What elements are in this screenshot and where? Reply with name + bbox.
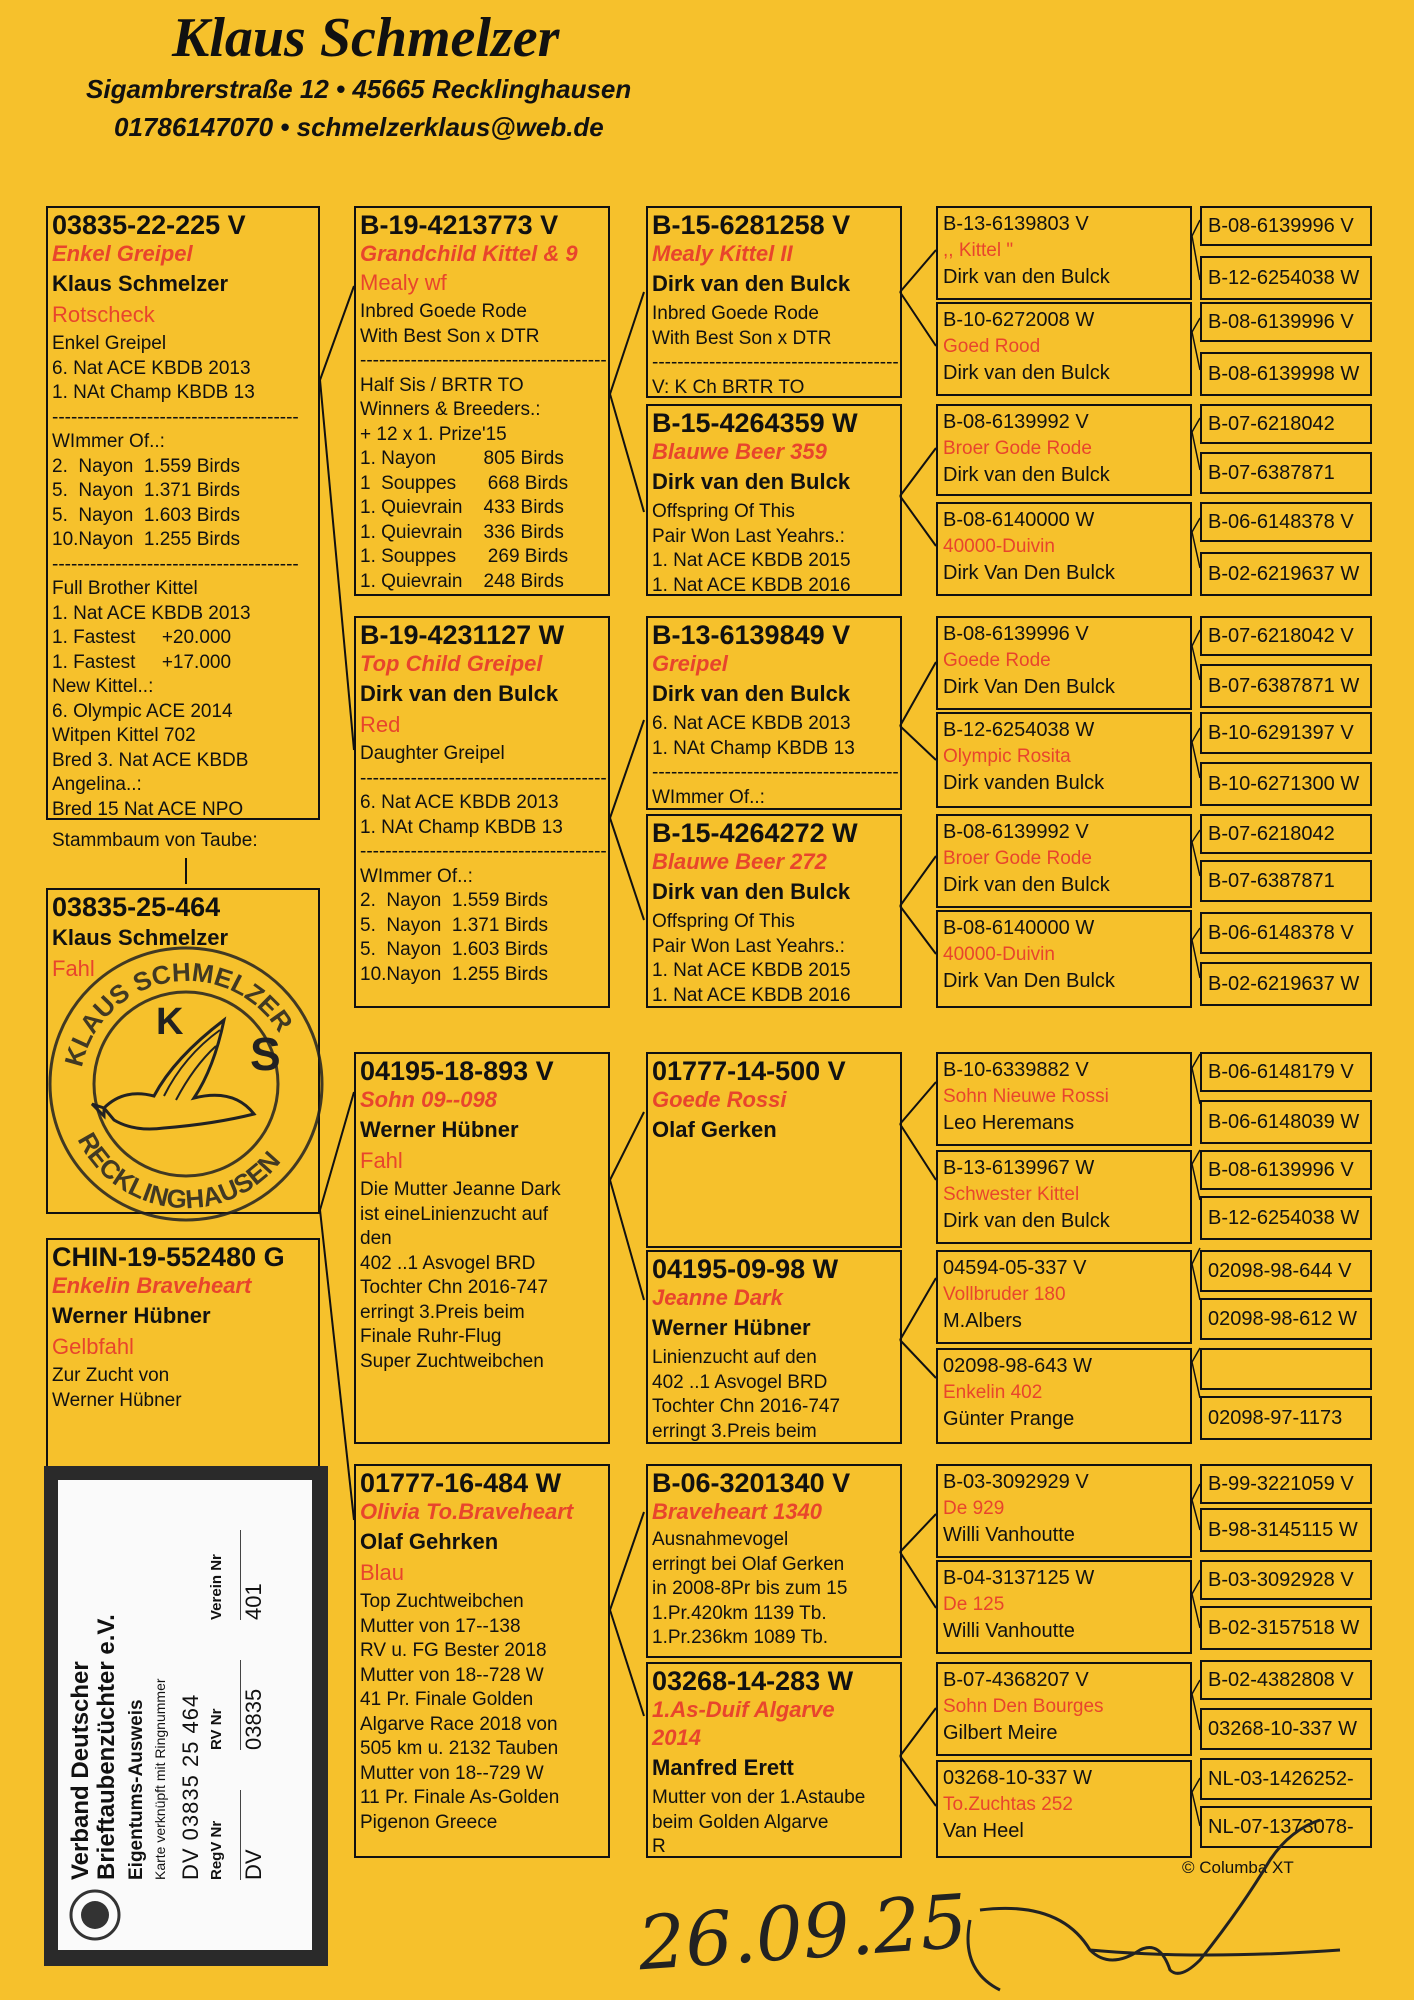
gen3-card (936, 1052, 1192, 1146)
stamp-top-text: KLAUS SCHMELZER (58, 956, 300, 1070)
gen2-ring: 01777-14-500 V (652, 1056, 846, 1086)
gen3-card (936, 910, 1192, 1008)
card-title-line1: Verband Deutscher (67, 1661, 94, 1880)
gen2-ring: 04195-09-98 W (652, 1254, 839, 1284)
subject-color: Rotscheck (52, 302, 155, 327)
gen1-color: Fahl (360, 1148, 403, 1173)
gen3-ring: B-12-6254038 W (943, 719, 1095, 741)
subject-name: Enkel Greipel (52, 241, 193, 266)
gen1-name: Top Child Greipel (360, 651, 543, 676)
gen3-ring: B-08-6140000 W (943, 509, 1095, 531)
association-logo-icon (68, 1888, 122, 1942)
gen3-name: 40000-Duivin (943, 944, 1055, 965)
gen4-card (1200, 1758, 1372, 1800)
gen4-card (1200, 1560, 1372, 1600)
gen3-name: Goed Rood (943, 336, 1041, 357)
handwritten-signature (940, 1800, 1360, 2000)
gen3-name: Sohn Nieuwe Rossi (943, 1086, 1109, 1107)
stamp-letter-s: S (250, 1028, 281, 1080)
gen4-ring: B-03-3092928 V (1208, 1568, 1354, 1591)
gen1-owner: Olaf Gehrken (360, 1529, 499, 1554)
handwritten-date: 26.09.25 (635, 1878, 971, 1988)
gen2-card (646, 1052, 902, 1248)
breeder-address: Sigambrerstraße 12 • 45665 Recklinghausen (86, 74, 632, 104)
gen3-name: To.Zuchtas 252 (943, 1794, 1073, 1815)
gen2-name: Braveheart 1340 (652, 1499, 823, 1524)
gen4-ring: B-06-6148378 V (1208, 921, 1354, 944)
gen4-card (1200, 206, 1372, 246)
gen1-color: Blau (360, 1560, 405, 1585)
gen4-card (1200, 352, 1372, 396)
gen4-ring: B-12-6254038 W (1208, 1206, 1360, 1229)
gen3-ring: 02098-98-643 W (943, 1355, 1092, 1377)
gen2-card (646, 1250, 902, 1444)
gen2-owner: Werner Hübner (652, 1315, 811, 1340)
sibling2-name: Enkelin Braveheart (52, 1273, 252, 1298)
gen4-ring: B-10-6291397 V (1208, 721, 1354, 744)
gen1-ring: B-19-4213773 V (360, 210, 559, 240)
card-value-regv: DV (240, 1790, 267, 1880)
subject-owner: Klaus Schmelzer (52, 271, 229, 296)
gen3-card (936, 302, 1192, 396)
gen4-card (1200, 452, 1372, 494)
gen3-name: ,, Kittel " (943, 240, 1014, 261)
gen3-ring: B-08-6140000 W (943, 917, 1095, 939)
gen4-card (1200, 1298, 1372, 1340)
sibling1-owner: Klaus Schmelzer (52, 925, 229, 950)
gen4-ring: B-99-3221059 V (1208, 1472, 1354, 1495)
gen3-card (936, 712, 1192, 808)
gen3-name: Enkelin 402 (943, 1382, 1043, 1403)
gen4-ring: B-02-6219637 W (1208, 972, 1360, 995)
sibling-pigeon-card-2 (46, 1238, 320, 1472)
gen4-card (1200, 616, 1372, 656)
gen2-name: Blauwe Beer 272 (652, 849, 827, 874)
gen2-name: Greipel (652, 651, 728, 676)
gen1-sire-card (354, 206, 610, 596)
gen4-card (1200, 1100, 1372, 1144)
gen3-owner: Gilbert Meire (943, 1722, 1058, 1744)
copyright-label: © Columba XT (1182, 1858, 1294, 1877)
gen4-card (1200, 1660, 1372, 1700)
gen3-card (936, 616, 1192, 710)
gen4-card (1200, 1606, 1372, 1650)
gen3-ring: B-10-6339882 V (943, 1059, 1089, 1081)
gen2-notes: Inbred Goede Rode With Best Son x DTR --------------------------------------- V: K Ch BRTR TO (652, 303, 899, 398)
gen2-name: Blauwe Beer 359 (652, 439, 827, 464)
card-subtitle-2: Karte verknüpft mit Ringnummer (152, 1678, 168, 1880)
card-label-regv: RegV Nr (208, 1820, 225, 1880)
gen4-ring: B-07-6218042 (1208, 412, 1335, 435)
gen2-name: Jeanne Dark (652, 1285, 783, 1310)
gen2-card (646, 616, 902, 810)
gen3-owner: Dirk van den Bulck (943, 464, 1110, 486)
gen4-card (1200, 302, 1372, 342)
gen4-card (1200, 404, 1372, 444)
gen4-ring: NL-07-1373078- (1208, 1815, 1354, 1838)
gen4-ring: B-06-6148179 V (1208, 1060, 1354, 1083)
gen1-name: Sohn 09--098 (360, 1087, 497, 1112)
gen2-card (646, 206, 902, 398)
gen4-card (1200, 1052, 1372, 1092)
gen3-name: Schwester Kittel (943, 1184, 1080, 1205)
gen3-owner: Dirk Van Den Bulck (943, 970, 1115, 992)
gen4-card (1200, 1396, 1372, 1440)
gen4-ring: B-02-3157518 W (1208, 1616, 1360, 1639)
gen1-notes: Top Zuchtweibchen Mutter von 17--138 RV u. FG Bester 2018 Mutter von 18--728 W 41 Pr. Finale Golden Algarve Race 2018 von 505 km u. 2132 Tauben Mutter von 18--729 W 11 Pr. Finale As-Golden Pigenon Greece (360, 1591, 560, 1833)
card-subtitle: Eigentums-Ausweis (126, 1699, 147, 1880)
gen3-card (936, 1250, 1192, 1344)
card-title (68, 1614, 120, 1880)
gen3-owner: Van Heel (943, 1820, 1024, 1842)
gen4-card (1200, 1348, 1372, 1390)
gen4-card (1200, 502, 1372, 542)
gen4-ring: B-08-6139996 V (1208, 1158, 1354, 1181)
gen4-ring: B-08-6139996 V (1208, 214, 1354, 237)
card-label-rv: RV Nr (208, 1708, 225, 1750)
gen2-card (646, 1662, 902, 1858)
gen2-ring: B-15-6281258 V (652, 210, 851, 240)
gen3-card (936, 1348, 1192, 1444)
card-label-verein: Verein Nr (208, 1554, 225, 1620)
gen3-owner: Dirk Van Den Bulck (943, 562, 1115, 584)
gen2-owner: Dirk van den Bulck (652, 469, 851, 494)
gen4-ring: B-10-6271300 W (1208, 772, 1360, 795)
gen4-ring: B-07-6387871 W (1208, 674, 1360, 697)
gen4-ring: B-06-6148039 W (1208, 1110, 1360, 1133)
gen3-name: De 125 (943, 1594, 1005, 1615)
gen2-notes: Offspring Of This Pair Won Last Yeahrs.: 1. Nat ACE KBDB 2015 1. Nat ACE KBDB 2016 (652, 911, 851, 1006)
gen2-notes: Mutter von der 1.Astaube beim Golden Algarve R (652, 1787, 866, 1857)
gen4-ring: B-07-6218042 V (1208, 624, 1354, 647)
subject-notes: Enkel Greipel 6. Nat ACE KBDB 2013 1. NAt Champ KBDB 13 --------------------------------------- WImmer Of..: 2. Nayon 1.559 Birds 5. Nayon 1.371 Birds 5. Nayon 1.603 Birds 10.Nayon 1.255 Birds --------------------------------------- Full Brother Kittel 1. Nat ACE KBDB 2013 1. Fastest +20.000 1. Fastest +17.000 New Kittel..: 6. Olympic ACE 2014 Witpen Kittel 702 Bred 3. Nat ACE KBDB Angelina..: Bred 15 Nat ACE NPO (52, 333, 299, 820)
gen3-owner: Dirk van den Bulck (943, 362, 1110, 384)
gen3-owner: Dirk van den Bulck (943, 874, 1110, 896)
sibling2-color: Gelbfahl (52, 1334, 134, 1359)
card-value-verein: 401 (240, 1530, 267, 1620)
gen2-name: Mealy Kittel II (652, 241, 793, 266)
gen4-ring: B-12-6254038 W (1208, 266, 1360, 289)
gen3-name: Sohn Den Bourges (943, 1696, 1104, 1717)
subject-ring: 03835-22-225 V (52, 210, 246, 240)
gen4-card (1200, 1508, 1372, 1552)
gen2-ring: B-15-4264359 W (652, 408, 858, 438)
gen3-name: Broer Gode Rode (943, 848, 1092, 869)
gen3-card (936, 1464, 1192, 1558)
gen4-ring: B-08-6139998 W (1208, 362, 1360, 385)
card-value-rv: 03835 (240, 1660, 267, 1750)
gen3-ring: B-13-6139967 W (943, 1157, 1095, 1179)
gen1-notes: Die Mutter Jeanne Dark ist eineLinienzucht auf den 402 ..1 Asvogel BRD Tochter Chn 2016-747 erringt 3.Preis beim Finale Ruhr-Flug Super Zuchtweibchen (360, 1179, 561, 1372)
gen2-owner: Manfred Erett (652, 1755, 794, 1780)
gen3-card (936, 1662, 1192, 1756)
card-ring-number: DV 03835 25 464 (178, 1693, 203, 1880)
gen3-owner: M.Albers (943, 1310, 1022, 1332)
gen4-ring: 02098-98-644 V (1208, 1259, 1352, 1282)
gen2-ring: B-13-6139849 V (652, 620, 851, 650)
gen3-name: Broer Gode Rode (943, 438, 1092, 459)
stamp-letter-k: K (156, 1001, 184, 1043)
gen2-notes: Ausnahmevogel erringt bei Olaf Gerken in 2008-8Pr bis zum 15 1.Pr.420km 1139 Tb. 1.Pr.236km 1089 Tb. (652, 1529, 848, 1648)
gen3-owner: Dirk van den Bulck (943, 266, 1110, 288)
gen3-card (936, 404, 1192, 496)
gen4-ring: B-07-6387871 (1208, 869, 1335, 892)
gen3-card (936, 1150, 1192, 1244)
sibling2-notes: Zur Zucht von Werner Hübner (52, 1365, 182, 1411)
gen1-color: Mealy wf (360, 270, 447, 295)
gen3-ring: B-04-3137125 W (943, 1567, 1095, 1589)
gen3-ring: B-07-4368207 V (943, 1669, 1089, 1691)
gen4-card (1200, 1250, 1372, 1292)
gen1-dam-card (354, 616, 610, 1008)
gen1-ring: 01777-16-484 W (360, 1468, 562, 1498)
gen3-ring: B-08-6139996 V (943, 623, 1089, 645)
gen3-owner: Dirk vanden Bulck (943, 772, 1105, 794)
gen4-card (1200, 912, 1372, 954)
gen2-owner: Dirk van den Bulck (652, 681, 851, 706)
gen2-owner: Dirk van den Bulck (652, 271, 851, 296)
gen2-notes: Linienzucht auf den 402 ..1 Asvogel BRD Tochter Chn 2016-747 erringt 3.Preis beim (652, 1347, 841, 1442)
card-title-line2: Brieftaubenzüchter e.V. (93, 1614, 120, 1880)
gen4-ring: NL-03-1426252- (1208, 1767, 1354, 1790)
stamp-bottom-text: RECKLINGHAUSEN (71, 1127, 286, 1215)
gen2-name: 1.As-Duif Algarve 2014 (652, 1697, 835, 1750)
breeder-stamp-seal (44, 938, 328, 1222)
gen4-ring: B-08-6139996 V (1208, 310, 1354, 333)
gen1-ring: 04195-18-893 V (360, 1056, 554, 1086)
gen1-owner: Dirk van den Bulck (360, 681, 559, 706)
gen4-card (1200, 962, 1372, 1006)
gen4-ring: B-07-6387871 (1208, 461, 1335, 484)
breeder-name: Klaus Schmelzer (172, 7, 560, 69)
breeder-contact: 01786147070 • schmelzerklaus@web.de (114, 112, 604, 142)
ownership-id-card (44, 1466, 328, 1966)
gen3-ring: B-13-6139803 V (943, 213, 1089, 235)
gen3-owner: Günter Prange (943, 1408, 1075, 1430)
gen3-owner: Dirk van den Bulck (943, 1210, 1110, 1232)
gen4-ring: 03268-10-337 W (1208, 1717, 1357, 1740)
gen1-notes: Inbred Goede Rode With Best Son x DTR --------------------------------------- Half Sis / BRTR TO Winners & Breeders.: + 12 x 1. Prize'15 1. Nayon 805 Birds 1 Souppes 668 Birds 1. Quievrain 433 Birds 1. Quievrain 336 Birds 1. Souppes 269 Birds 1. Quievrain 248 Birds (360, 301, 607, 592)
gen2-card (646, 814, 902, 1008)
subject-pigeon-card (46, 206, 320, 820)
gen4-card (1200, 1196, 1372, 1240)
gen2-name: Goede Rossi (652, 1087, 787, 1112)
gen1-name: Grandchild Kittel & 9 (360, 241, 578, 266)
gen4-card (1200, 1708, 1372, 1750)
gen4-card (1200, 712, 1372, 754)
gen1-owner: Werner Hübner (360, 1117, 519, 1142)
gen3-name: Olympic Rosita (943, 746, 1071, 767)
gen2-card (646, 1464, 902, 1658)
gen4-card (1200, 860, 1372, 902)
stammbaum-label: Stammbaum von Taube: (52, 830, 258, 851)
gen2-owner: Dirk van den Bulck (652, 879, 851, 904)
gen4-card (1200, 552, 1372, 596)
gen4-ring: 02098-97-1173 (1208, 1406, 1343, 1429)
sibling2-ring: CHIN-19-552480 G (52, 1242, 285, 1272)
gen2-card (646, 404, 902, 596)
gen4-ring: B-98-3145115 W (1208, 1518, 1358, 1541)
gen4-card (1200, 664, 1372, 708)
sibling1-color: Fahl (52, 956, 95, 981)
gen4-card (1200, 1464, 1372, 1504)
gen3-owner: Leo Heremans (943, 1112, 1075, 1134)
gen2-notes: Offspring Of This Pair Won Last Yeahrs.: 1. Nat ACE KBDB 2015 1. Nat ACE KBDB 2016 (652, 501, 851, 596)
gen3-owner: Dirk Van Den Bulck (943, 676, 1115, 698)
gen3-name: 40000-Duivin (943, 536, 1055, 557)
sibling2-owner: Werner Hübner (52, 1303, 211, 1328)
gen1-dam-card (354, 1464, 610, 1858)
gen3-card (936, 1560, 1192, 1654)
gen4-ring: B-02-4382808 V (1208, 1668, 1354, 1691)
gen3-card (936, 502, 1192, 596)
gen3-ring: B-08-6139992 V (943, 821, 1089, 843)
gen4-card (1200, 814, 1372, 854)
gen3-owner: Willi Vanhoutte (943, 1620, 1075, 1642)
gen2-ring: 03268-14-283 W (652, 1666, 854, 1696)
gen4-card (1200, 1150, 1372, 1190)
gen2-owner: Olaf Gerken (652, 1117, 777, 1142)
gen2-ring: B-15-4264272 W (652, 818, 858, 848)
gen3-name: Vollbruder 180 (943, 1284, 1066, 1305)
gen1-notes: Daughter Greipel --------------------------------------- 6. Nat ACE KBDB 2013 1. NAt Champ KBDB 13 --------------------------------------- WImmer Of..: 2. Nayon 1.559 Birds 5. Nayon 1.371 Birds 5. Nayon 1.603 Birds 10.Nayon 1.255 Birds (360, 743, 607, 985)
gen3-ring: B-10-6272008 W (943, 309, 1095, 331)
gen4-ring: B-06-6148378 V (1208, 510, 1354, 533)
gen3-name: De 929 (943, 1498, 1005, 1519)
gen3-card (936, 206, 1192, 300)
gen2-notes: 6. Nat ACE KBDB 2013 1. NAt Champ KBDB 13 --------------------------------------- WImmer Of..: (652, 713, 899, 808)
gen4-card (1200, 256, 1372, 300)
gen4-ring: B-02-6219637 W (1208, 562, 1360, 585)
gen3-ring: 04594-05-337 V (943, 1257, 1087, 1279)
gen1-sire-card (354, 1052, 610, 1444)
sibling1-ring: 03835-25-464 (52, 892, 221, 922)
gen2-ring: B-06-3201340 V (652, 1468, 851, 1498)
gen3-ring: B-03-3092929 V (943, 1471, 1089, 1493)
gen1-color: Red (360, 712, 401, 737)
gen4-card (1200, 762, 1372, 806)
gen3-ring: B-08-6139992 V (943, 411, 1089, 433)
gen1-ring: B-19-4231127 W (360, 620, 565, 650)
gen3-ring: 03268-10-337 W (943, 1767, 1092, 1789)
gen3-card (936, 814, 1192, 908)
gen3-owner: Willi Vanhoutte (943, 1524, 1075, 1546)
gen1-name: Olivia To.Braveheart (360, 1499, 574, 1524)
gen3-name: Goede Rode (943, 650, 1051, 671)
gen4-ring: 02098-98-612 W (1208, 1307, 1357, 1330)
gen4-ring: B-07-6218042 (1208, 822, 1335, 845)
